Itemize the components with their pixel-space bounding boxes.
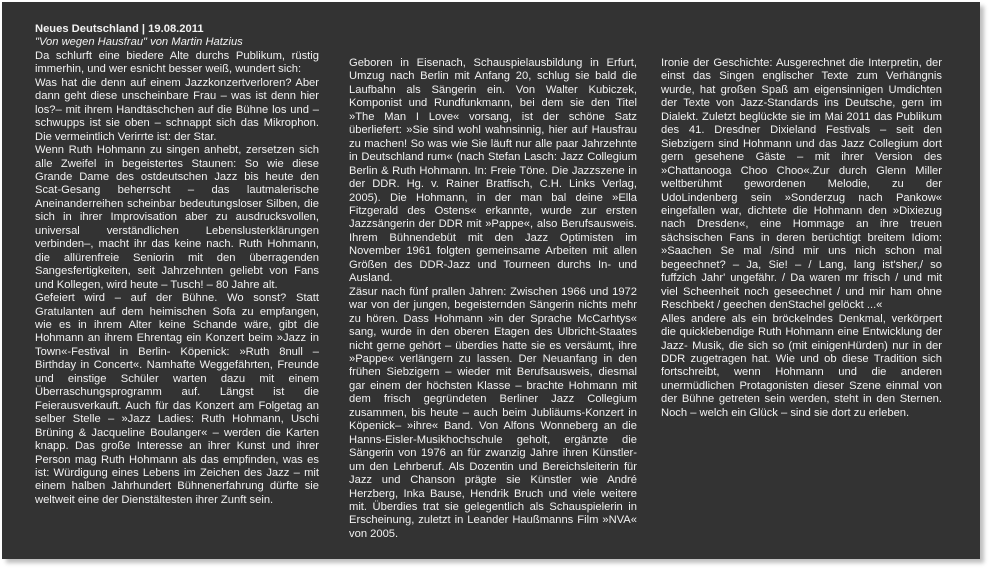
article-paragraph: Geboren in Eisenach, Schauspielausbildung in Erfurt, Umzug nach Berlin mit Anfang 20, schlug sie bald die Laufbahn als Sängerin ein. Von Walter Kubiczek, Komponist und Rundfunkmann, bei dem sie den Titel »The Man I Love« vorsang, ist der schöne Satz überliefert: »Sie sind wohl wahnsinnig, hier auf Hausfrau zu machen! So was wie Sie läuft nur alle paar Jahrzehnte in Deutschland rum« (nach Stefan Lasch: Jazz Collegium Berlin & Ruth Hohmann. In: Freie Töne. Die Jazzszene in der DDR. Hg. v. Rainer Bratfisch, C.H. Links Verlag, 2005). Die Hohmann, in der man bal deine »Ella Fitzgerald des Ostens« erkannte, wurde zur ersten Jazzsängerin der DDR mit »Pappe«, also Berufsausweis. Ihrem Bühnendebüt mit den Jazz Optimisten im November 1961 folgten gemeinsame Arbeiten mit allen Größen des DDR-Jazz und Tourneen durchs In- und Ausland. [349,57,637,285]
article-paragraph: Wenn Ruth Hohmann zu singen anhebt, zersetzen sich alle Zweifel in begeistertes Staunen: So wie diese Grande Dame des ostdeutschen Jazz bis heute den Scat-Gesang beherrscht – das lautmalerische Aneinanderreihen scheinbar bedeutungsloser Silben, die sich in ihrer Improvisation aber zu ausdrucksvollen, universal verständlichen Lebenslusterklärungen verbinden–, macht ihr das keine nach. Ruth Hohmann, die allürenfreie Seniorin mit den überragenden Sangesfertigkeiten, seit Jahrzehnten geliebt von Fans und Kollegen, wird heute – Tusch! – 80 Jahre alt. [35,144,319,291]
article-column-middle [349,57,637,541]
article-paragraph: Da schlurft eine biedere Alte durchs Publikum, rüstig immerhin, und wer esnicht besser weiß, wundert sich: [35,49,319,76]
article-paragraph: Was hat die denn auf einem Jazzkonzertverloren? Aber dann geht diese unscheinbare Frau – was ist denn hier los?– mit ihrem Handtäschchen auf die Bühne los und – schwupps ist sie oben – schnappt sich das Mikrophon. Die vermeintlich Verirrte ist: der Star. [35,76,319,143]
article-paragraph: Ironie der Geschichte: Ausgerechnet die Interpretin, der einst das Singen englischer Texte zum Verhängnis wurde, hat großen Spaß am eigensinnigen Umdichten der Texte von Jazz-Standards ins Deutsche, gern im Dialekt. Zuletzt beglückte sie im Mai 2011 das Publikum des 41. Dresdner Dixieland Festivals – seit den Siebzigern sind Hohmann und das Jazz Collegium dort gern gesehene Gäste – mit ihrer Version des »Chattanooga Choo Choo«.Zur durch Glenn Miller weltberühmt gewordenen Melodie, zu der UdoLindenberg sein »Sonderzug nach Pankow« eingefallen war, dichtete die Hohmann den »Dixiezug nach Dresden«, eine Hommage an ihre treuen sächsischen Fans in deren berüchtigt breitem Idiom: »Saachen Se mal /sind mir uns nich schon mal begeechnet? – Ja, Sie! – / Lang, lang ist'sher,/ so fuffzich Jahr' ungefähr. / Da waren mr frisch / und mit viel Scheenheit noch geseechnet / und mir ham ohne Reschbekt / geechen denStachel gelöckt ...« [661,57,942,312]
article-paragraph: Gefeiert wird – auf der Bühne. Wo sonst? Statt Gratulanten auf dem heimischen Sofa zu empfangen, wie es in ihrem Alter keine Schande wäre, gibt die Hohmann an ihrem Ehrentag ein Konzert beim »Jazz in Town«-Festival in Berlin- Köpenick: »Ruth 8null – Birthday in Concert«. Namhafte Weggefährten, Freunde und einstige Schüler warten dazu mit einem Überraschungsprogramm auf. Längst ist die Feierausverkauft. Auch für das Konzert am Folgetag an selber Stelle – »Jazz Ladies: Ruth Hohmann, Uschi Brüning & Jacqueline Boulanger« – werden die Karten knapp. Das große Interesse an ihrer Kunst und ihrer Person mag Ruth Hohmann als das empfinden, was es ist: Würdigung eines Lebens im Zeichen des Jazz – mit einem halben Jahrhundert Bühnenerfahrung dürfte sie weltweit eine der Dienstältesten ihrer Zunft sein. [35,292,319,506]
article-paragraph: Zäsur nach fünf prallen Jahren: Zwischen 1966 und 1972 war von der jungen, begeisternden Sängerin nichts mehr zu hören. Dass Hohmann »in der Sprache McCarhtys« sang, wurde in den oberen Etagen des Ulbricht-Staates nicht gerne gehört – überdies hatte sie es versäumt, ihre »Pappe« verlängern zu lassen. Der Neuanfang in den frühen Siebzigern – wieder mit Berufsausweis, diesmal gar einem der höchsten Klasse – brachte Hohmann mit dem frisch gegründeten Berliner Jazz Collegium zusammen, bis heute – auch beim Jubliäums-Konzert in Köpenick– »ihre« Band. Von Alfons Wonneberg an die Hanns-Eisler-Musikhochschule geholt, ergänzte die Sängerin von 1976 an für zwanzig Jahre ihren Künstler- um den Lehrberuf. Als Dozentin und Bereichsleiterin für Jazz und Chanson prägte sie Künstler wie André Herzberg, Inka Bause, Hendrik Bruch und viele weitere mit. Überdies trat sie gelegentlich als Schauspielerin in Erscheinung, zuletzt in Leander Haußmanns Film »NVA« von 2005. [349,285,637,540]
article-source-headline: Neues Deutschland | 19.08.2011 [35,23,204,35]
article-panel [2,2,980,559]
article-paragraph: Alles andere als ein bröckelndes Denkmal, verkörpert die quicklebendige Ruth Hohmann eine Entwicklung der Jazz- Musik, die sich so (mit einigenHürden) nur in der DDR zugetragen hat. Wie und ob diese Tradition sich fortschreibt, wenn Hohmann und die anderen unermüdlichen Protagonisten dieser Szene einmal von der Bühne getreten sein werden, steht in den Sternen. Noch – welch ein Glück – sind sie dort zu erleben. [661,312,942,419]
article-column-left [35,23,319,507]
article-subtitle: "Von wegen Hausfrau" von Martin Hatzius [35,36,243,49]
article-column-right [661,57,942,420]
